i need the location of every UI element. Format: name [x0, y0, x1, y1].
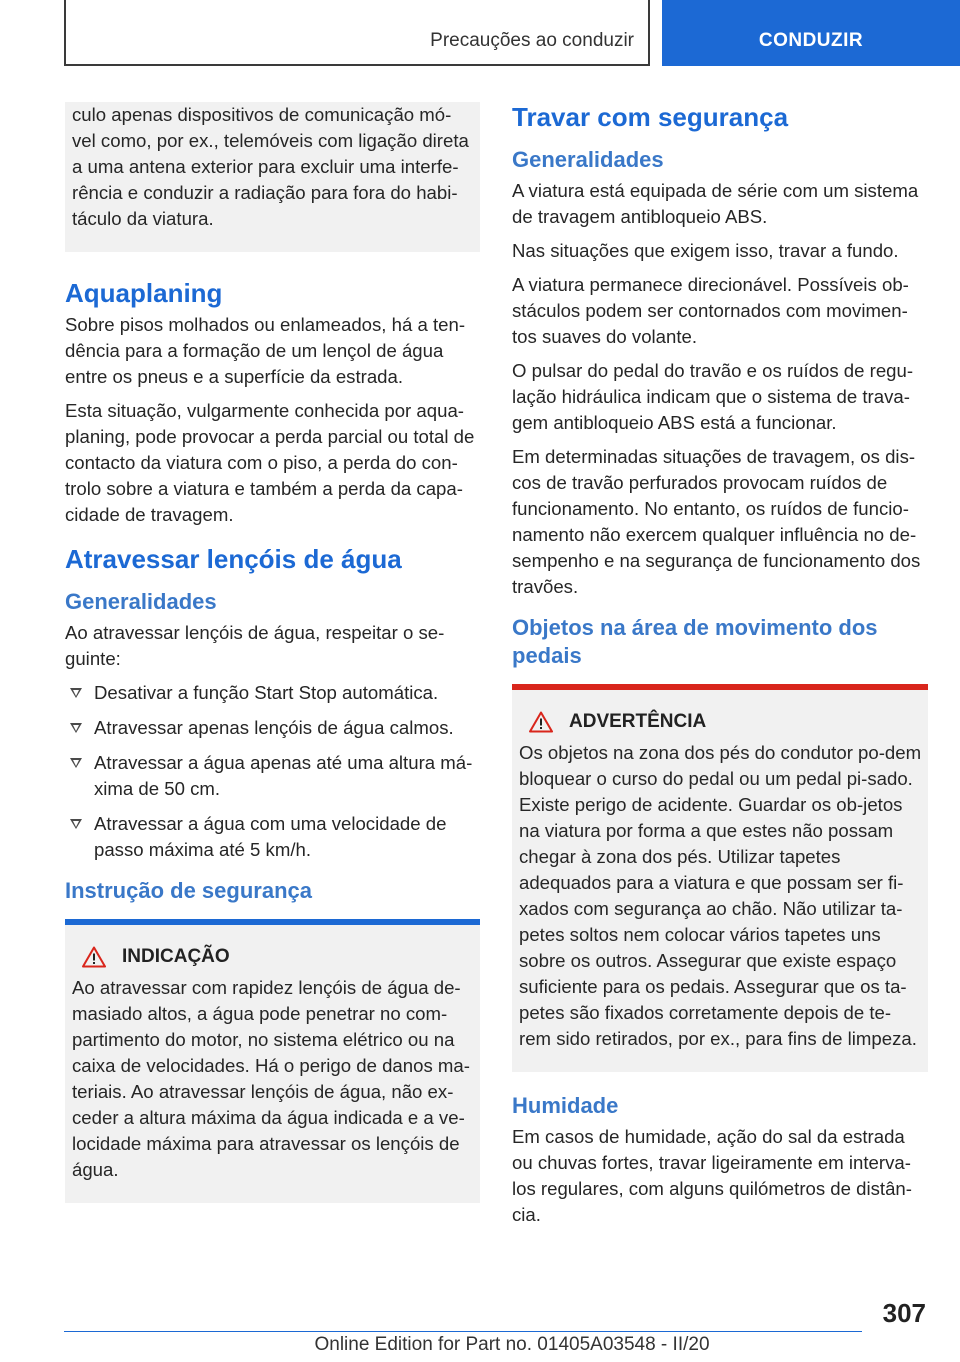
warning-text: Os objetos na zona dos pés do condutor po-dem bloquear o curso do pedal ou um pedal pi-sado. Existe perigo de acidente. Guardar os ob-jetos na viatura por forma a que estes não possam chegar à zona dos pés. Utilizar tapetes adequados para a viatura e que possam ser fi-xados com segurança ao chão. Não utilizar ta-petes soltos nem colocar vários tapetes uns sobre os outros. Assegurar que existe espaço suficiente para os pedais. Assegurar que os ta-petes são fixados corretamente depois de te-rem sido retirados, por ex., para fins de limpeza.	[519, 742, 922, 1049]
safety-subheading: Instrução de segurança	[65, 878, 312, 903]
note-title	[72, 943, 474, 971]
list-item: Desativar a função Start Stop automática.	[65, 680, 480, 706]
aquaplaning-heading: Aquaplaning	[65, 278, 223, 308]
braking-general-subheading: Generalidades	[512, 147, 664, 172]
braking-paragraph-3: A viatura permanece direcionável. Possíveis ob-stáculos podem ser contornados com movimen-tos suaves do volante.	[512, 274, 909, 347]
note-label: INDICAÇÃO	[122, 946, 230, 967]
note-box	[65, 919, 480, 1203]
aquaplaning-paragraph-1: Sobre pisos molhados ou enlameados, há a ten-dência para a formação de um lençol de água entre os pneus e a superfície da estrada.	[65, 314, 466, 387]
warning-triangle-icon	[82, 946, 106, 968]
triangle-bullet-icon	[70, 723, 82, 733]
triangle-bullet-icon	[70, 819, 82, 829]
header-section-title: Precauções ao conduzir	[430, 30, 634, 51]
warning-label: ADVERTÊNCIA	[569, 711, 707, 732]
braking-paragraph-1: A viatura está equipada de série com um sistema de travagem antibloqueio ABS.	[512, 180, 919, 227]
header-frame	[64, 0, 650, 66]
continued-text-box	[65, 102, 480, 252]
braking-paragraph-4: O pulsar do pedal do travão e os ruídos de regu-lação hidráulica indicam que o sistema de trava-gem antibloqueio ABS está a funcionar.	[512, 360, 914, 433]
list-item: Atravessar a água com uma velocidade de passo máxima até 5 km/h.	[65, 811, 480, 863]
header-chapter-tab[interactable]: CONDUZIR	[662, 0, 960, 66]
left-column	[65, 102, 480, 1203]
footer-edition-text: Online Edition for Part no. 01405A03548 - II/20	[314, 1334, 710, 1355]
humidity-text: Em casos de humidade, ação do sal da estrada ou chuvas fortes, travar ligeiramente em interva-los regulares, com alguns quilómetros de distân-cia.	[512, 1126, 912, 1225]
warning-title	[519, 708, 922, 736]
aquaplaning-paragraph-2: Esta situação, vulgarmente conhecida por aqua-planing, pode provocar a perda parcial ou total de contacto da viatura com o piso, a perda do con-trolo sobre a viatura e também a perda da capa-cidade de travagem.	[65, 400, 475, 525]
page-number: 307	[882, 1298, 926, 1328]
right-column	[512, 102, 928, 1236]
list-item: Atravessar a água apenas até uma altura má-xima de 50 cm.	[65, 750, 480, 802]
water-crossing-heading: Atravessar lençóis de água	[65, 544, 402, 574]
note-text: Ao atravessar com rapidez lençóis de água de-masiado altos, a água pode penetrar no com-partimento do motor, no sistema elétrico ou na caixa de velocidades. Há o perigo de danos ma-teriais. Ao atravessar lençóis de água, não ex-ceder a altura máxima da água indicada e a ve-locidade máxima para atravessar os lençóis de água.	[72, 977, 470, 1180]
braking-heading: Travar com segurança	[512, 102, 789, 132]
braking-paragraph-2: Nas situações que exigem isso, travar a fundo.	[512, 240, 899, 261]
pedal-objects-subheading: Objetos na área de movimento dos pedais	[512, 615, 878, 668]
water-rules-list	[65, 680, 480, 863]
braking-paragraph-5: Em determinadas situações de travagem, os dis-cos de travão perfurados provocam ruídos de funcionamento. No entanto, os ruídos de funcio-namento não exercem qualquer influência no de-sempenho e na segurança de funcionamento dos travões.	[512, 446, 921, 597]
continued-text: culo apenas dispositivos de comunicação mó-vel como, por ex., telemóveis com ligação direta a uma antena exterior para excluir uma interfe-rência e conduzir a radiação para fora do habi-táculo da viatura.	[72, 104, 469, 229]
water-intro: Ao atravessar lençóis de água, respeitar o se-guinte:	[65, 622, 445, 669]
triangle-bullet-icon	[70, 688, 82, 698]
warning-box	[512, 684, 928, 1072]
triangle-bullet-icon	[70, 758, 82, 768]
list-item: Atravessar apenas lençóis de água calmos.	[65, 715, 480, 741]
warning-triangle-icon	[529, 711, 553, 733]
footer-divider	[64, 1331, 862, 1332]
water-general-subheading: Generalidades	[65, 589, 217, 614]
humidity-subheading: Humidade	[512, 1093, 619, 1118]
